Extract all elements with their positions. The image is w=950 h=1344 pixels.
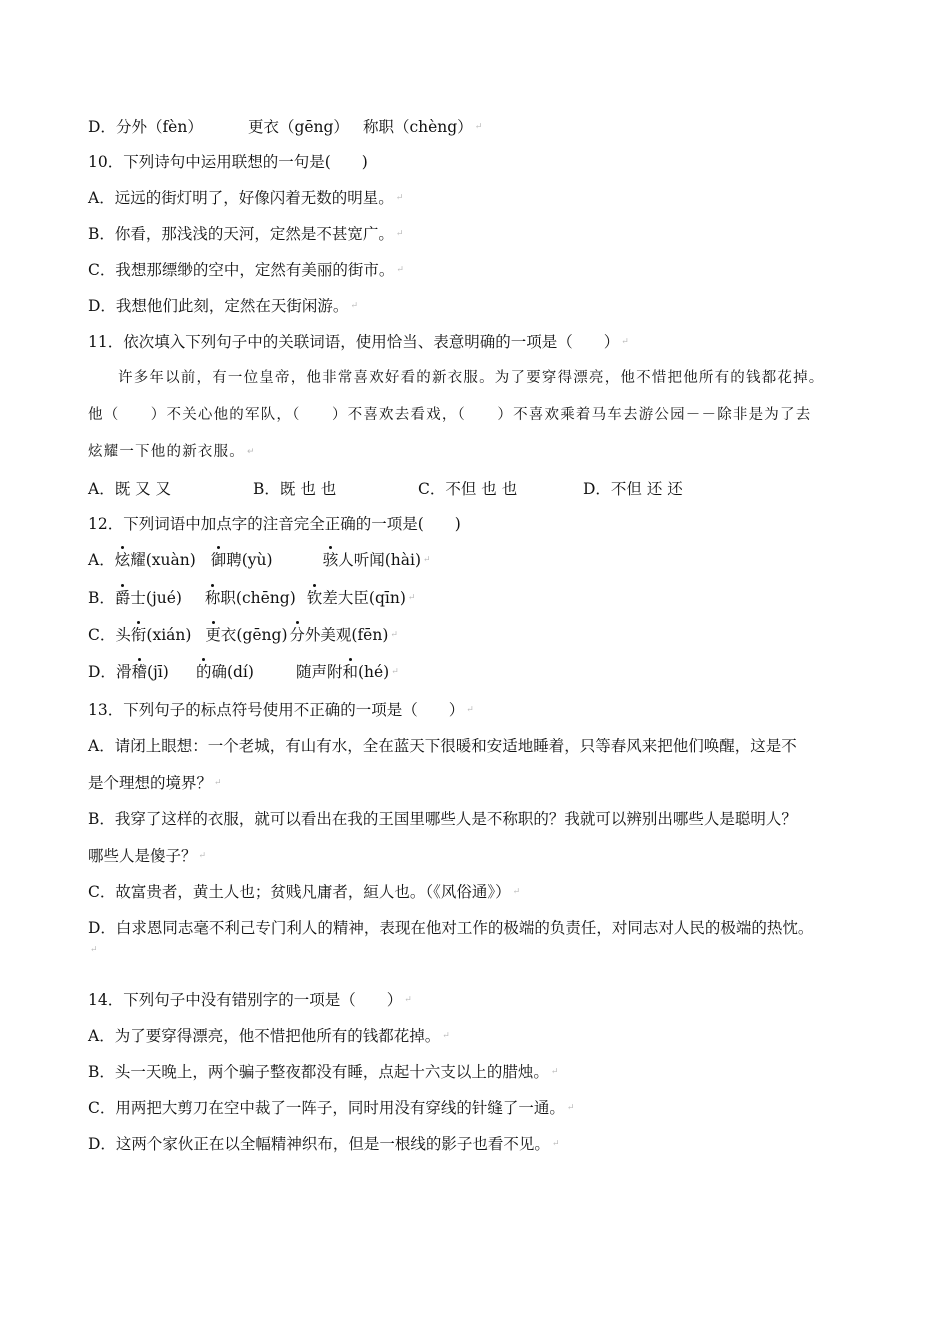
option-word-3 [296,662,389,682]
word-prefix: 头 [115,626,131,644]
option-word-1 [115,588,205,608]
option-text: A．远远的街灯明了，好像闪着无数的明星。 [88,189,394,207]
option-text: C．我想那缥缈的空中，定然有美丽的街市。 [88,261,395,279]
word-suffix: 差大臣(qīn) [322,589,406,607]
question-text: 13．下列句子的标点符号使用不正确的一项是（ ） [88,701,465,719]
option-word-2 [196,662,296,682]
q12-option-d [88,662,399,684]
option-label: D． [88,663,116,681]
option-word-2: 更衣（gēng） [247,118,349,136]
option-text: 哪些人是傻子？ [88,847,197,865]
option-text: B．你看，那浅浅的天河，定然是不甚宽广。 [88,225,394,243]
dotted-character: 稽 [131,663,147,681]
q11-options [88,479,683,501]
option-word-1 [115,625,205,645]
q12-option-c [88,625,398,647]
q12-option-b [88,588,415,610]
dotted-character: 更 [205,626,221,644]
word-suffix: 人听闻(hài) [338,551,421,569]
passage-text: 他（ ）不关心他的军队，（ ）不喜欢去看戏，（ ）不喜欢乘着马车去游公园－－除非是为了去 [88,407,812,423]
dotted-character: 炫 [114,551,131,569]
paragraph-mark-icon: ↵ [566,1103,575,1113]
q14-option-d [88,1134,559,1156]
paragraph-mark-icon: ↵ [214,778,222,788]
option-text: C．用两把大剪刀在空中裁了一阵子，同时用没有穿线的针缝了一通。 [88,1099,565,1117]
word-suffix: 职(chēng) [220,589,296,607]
option-text: A．为了要穿得漂亮，他不惜把他所有的钱都花掉。 [88,1027,441,1045]
paragraph-mark-icon: ↵ [395,229,404,239]
option-label: D． [88,118,116,136]
dotted-character: 称 [204,589,221,607]
q13-option-a-line-2 [88,773,222,795]
q14-option-c [88,1098,574,1120]
word-suffix: 衣(gēng) [220,626,288,644]
dotted-character: 骇 [322,551,339,569]
option-text: D．这两个家伙正在以全幅精神织布，但是一根线的影子也看不见。 [88,1135,550,1153]
paragraph-mark-icon: ↵ [407,593,416,603]
word-suffix: (hé) [357,663,390,681]
option-text: D．白求恩同志毫不利己专门利人的精神，表现在他对工作的极端的负责任，对同志对人民的极端的热忱。 [88,919,814,937]
q10-option-d [88,296,358,318]
question-text: 12．下列词语中加点字的注音完全正确的一项是( ) [88,515,461,533]
q13-option-d [88,918,813,940]
q13-option-c [88,882,520,904]
option-label: A． [88,551,115,569]
dotted-character: 的 [195,663,212,681]
word-suffix: 外美观(fēn) [304,626,389,644]
passage-text: 许多年以前，有一位皇帝，他非常喜欢好看的新衣服。为了要穿得漂亮，他不惜把他所有的钱都花掉。 [118,370,825,386]
option-label: B． [88,589,115,607]
word-suffix: (xián) [146,626,192,644]
option-word-1 [116,662,196,682]
q10-option-b [88,224,403,246]
option-text: A．请闭上眼想：一个老城，有山有水，全在蓝天下很暖和安适地睡着，只等春风来把他们唤醒，这是不 [88,737,797,755]
q11-passage-line-2 [88,405,811,427]
option-text: C．故富贵者，黄土人也；贫贱凡庸者，絙人也。（《风俗通》） [88,883,511,901]
paragraph-mark-icon: ↵ [90,945,98,955]
paragraph-mark-icon: ↵ [198,851,207,861]
paragraph-mark-icon: ↵ [621,337,629,347]
option-a: A．既 又 又 [88,480,172,498]
paragraph-mark-icon: ↵ [466,705,474,715]
paragraph-mark-icon: ↵ [247,447,256,457]
dotted-character: 钦 [306,589,323,607]
paragraph-mark-icon: ↵ [423,555,431,565]
word-suffix: 耀(xuàn) [130,551,196,569]
option-word-2 [205,588,307,608]
q13-option-a-line-1 [88,736,797,758]
dotted-character: 分 [289,626,305,644]
word-prefix: 滑 [115,663,132,681]
q10-option-c [88,260,404,282]
paragraph-mark-icon: ↵ [550,1067,559,1077]
paragraph-mark-icon: ↵ [390,630,398,640]
q14-stem [88,990,412,1012]
word-suffix: 聘(yù) [226,551,273,569]
option-word-3: 称职（chèng） [362,118,473,136]
q13-option-d-end [88,940,98,962]
q10-stem [88,152,368,174]
paragraph-mark-icon: ↵ [512,887,521,897]
option-word-3 [307,588,406,608]
q14-option-b [88,1062,558,1084]
q9-option-d [88,117,482,139]
q12-stem [88,514,461,536]
passage-text: 炫耀一下他的新衣服。 [88,444,245,460]
option-text: B．我穿了这样的衣服，就可以看出在我的王国里哪些人是不称职的？我就可以辨别出哪些人是聪明人？ [88,810,797,828]
option-text: D．我想他们此刻，定然在天街闲游。 [88,297,349,315]
q14-option-a [88,1026,450,1048]
dotted-character: 御 [210,551,227,569]
paragraph-mark-icon: ↵ [395,193,404,203]
word-prefix: 随声附 [295,663,343,681]
option-text: B．头一天晚上，两个骗子整夜都没有睡，点起十六支以上的腊烛。 [88,1063,549,1081]
question-text: 11．依次填入下列句子中的关联词语，使用恰当、表意明确的一项是（ ） [88,333,620,351]
dotted-character: 爵 [114,589,131,607]
dotted-character: 衔 [130,626,147,644]
option-word-3 [323,550,421,570]
option-word-3 [289,625,388,645]
q10-option-a [88,188,403,210]
paragraph-mark-icon: ↵ [442,1031,450,1041]
q12-option-a [88,550,431,572]
option-word-1 [115,550,211,570]
q13-stem [88,700,474,722]
option-b: B．既 也 也 [253,480,337,498]
q13-option-b-line-2 [88,846,206,868]
paragraph-mark-icon: ↵ [396,265,404,275]
q11-stem [88,332,629,354]
paragraph-mark-icon: ↵ [350,301,358,311]
paragraph-mark-icon: ↵ [551,1139,560,1149]
word-suffix: 确(dí) [211,663,254,681]
question-text: 10．下列诗句中运用联想的一句是( ) [88,153,368,171]
option-word-2 [211,550,323,570]
dotted-character: 和 [342,663,358,681]
option-label: C． [88,626,116,644]
paragraph-mark-icon: ↵ [404,995,412,1005]
q11-passage-line-1 [118,368,825,390]
question-text: 14．下列句子中没有错别字的一项是（ ） [88,991,403,1009]
q13-option-b-line-1 [88,809,797,831]
paragraph-mark-icon: ↵ [391,667,399,677]
word-suffix: (jī) [146,663,169,681]
word-suffix: 士(jué) [130,589,182,607]
option-text: 是个理想的境界？ [88,774,213,792]
option-word-2 [205,625,289,645]
q11-passage-line-3 [88,442,256,464]
option-d: D．不但 还 还 [583,480,683,498]
option-word-1: 分外（fèn） [115,118,203,136]
paragraph-mark-icon: ↵ [474,122,483,132]
option-c: C．不但 也 也 [418,480,518,498]
